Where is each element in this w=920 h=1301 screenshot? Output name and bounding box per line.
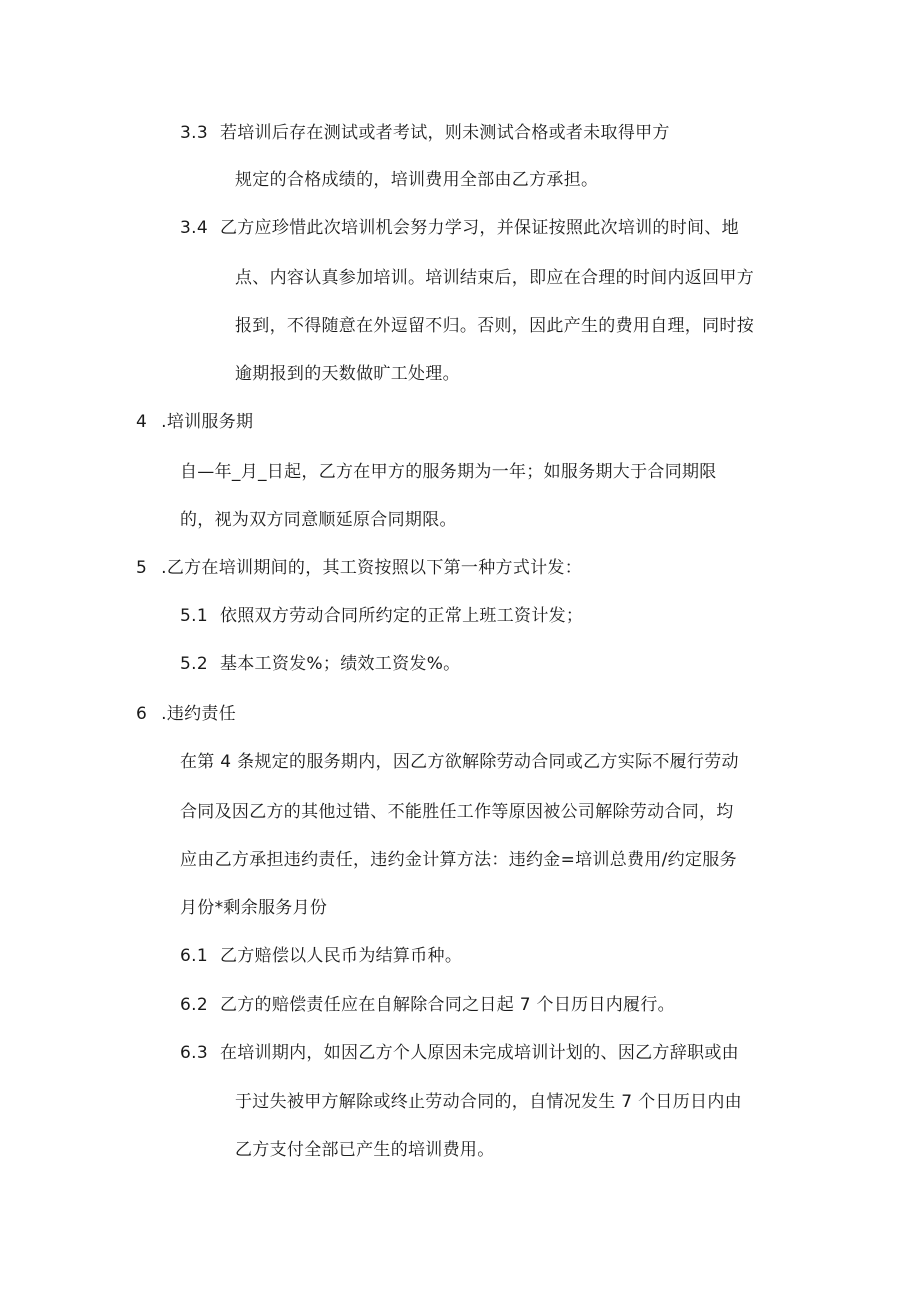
clause-text: 乙方的赔偿责任应在自解除合同之日起 7 个日历日内履行。 (219, 995, 675, 1015)
clause-6-1 (180, 944, 462, 968)
clause-5-1 (180, 604, 583, 628)
clause-text: 依照双方劳动合同所约定的正常上班工资计发； (219, 606, 584, 626)
clause-6-3-line-2: 于过失被甲方解除或终止劳动合同的，自情况发生 7 个日历日内由 (235, 1092, 742, 1112)
section-4-heading (136, 410, 253, 434)
clause-6-3-line-3: 乙方支付全部已产生的培训费用。 (235, 1140, 495, 1160)
section-number: 5 (136, 558, 148, 578)
clause-number: 3.4 (180, 218, 208, 238)
clause-3-3-line-1 (180, 121, 670, 145)
clause-text: 乙方赔偿以人民币为结算币种。 (219, 946, 463, 966)
clause-number: 5.2 (180, 654, 208, 674)
clause-6-2 (180, 993, 675, 1017)
section-6-paragraph-line-3: 应由乙方承担违约责任，违约金计算方法：违约金=培训总费用/约定服务 (180, 850, 737, 870)
section-4-paragraph-line-2: 的，视为双方同意顺延原合同期限。 (180, 510, 457, 530)
section-number: 6 (136, 704, 148, 724)
clause-6-3-line-1 (180, 1041, 739, 1065)
clause-3-4-line-1 (180, 216, 739, 240)
clause-text: 基本工资发%；绩效工资发%。 (219, 654, 461, 674)
clause-text: 若培训后存在测试或者考试，则未测试合格或者未取得甲方 (219, 123, 670, 143)
clause-text: 在培训期内，如因乙方个人原因未完成培训计划的、因乙方辞职或由 (219, 1043, 739, 1063)
clause-text: 乙方应珍惜此次培训机会努力学习，并保证按照此次培训的时间、地 (219, 218, 739, 238)
section-6-paragraph-line-4: 月份*剩余服务月份 (180, 898, 328, 918)
clause-5-2 (180, 652, 460, 676)
section-number: 4 (136, 412, 148, 432)
clause-number: 5.1 (180, 606, 208, 626)
section-6-heading (136, 702, 236, 726)
clause-number: 6.3 (180, 1043, 208, 1063)
section-title: .违约责任 (161, 704, 237, 724)
clause-number: 6.2 (180, 995, 208, 1015)
clause-number: 3.3 (180, 123, 208, 143)
clause-number: 6.1 (180, 946, 208, 966)
section-6-paragraph-line-2: 合同及因乙方的其他过错、不能胜任工作等原因被公司解除劳动合同，均 (180, 802, 734, 822)
clause-3-4-line-2: 点、内容认真参加培训。培训结束后，即应在合理的时间内返回甲方 (235, 268, 754, 288)
clause-3-4-line-3: 报到，不得随意在外逗留不归。否则，因此产生的费用自理，同时按 (235, 316, 754, 336)
section-title: .培训服务期 (161, 412, 254, 432)
section-4-paragraph-line-1: 自—年_月_日起，乙方在甲方的服务期为一年；如服务期大于合同期限 (180, 462, 717, 482)
section-6-paragraph-line-1: 在第 4 条规定的服务期内，因乙方欲解除劳动合同或乙方实际不履行劳动 (180, 752, 739, 772)
section-title: .乙方在培训期间的，其工资按照以下第一种方式计发： (161, 558, 583, 578)
section-5-heading (136, 556, 582, 580)
clause-3-3-line-2: 规定的合格成绩的，培训费用全部由乙方承担。 (235, 170, 599, 190)
clause-3-4-line-4: 逾期报到的天数做旷工处理。 (235, 364, 460, 384)
